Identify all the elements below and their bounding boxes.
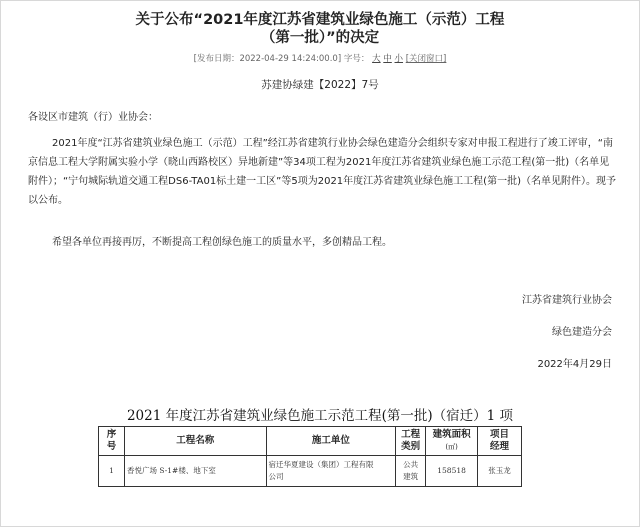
project-table	[98, 426, 522, 487]
cell-manager: 张玉龙	[478, 456, 522, 487]
signature-org: 江苏省建筑行业协会	[522, 295, 612, 306]
document-number: 苏建协绿建【2022】7号	[261, 79, 379, 91]
header-manager: 项目 经理	[478, 427, 522, 456]
list-title: 2021 年度江苏省建筑业绿色施工示范工程(第一批)（宿迁）1 项	[126, 408, 514, 424]
page-title-continued: （第一批）”的决定	[260, 30, 380, 46]
cell-category: 公共 建筑	[396, 456, 426, 487]
body-paragraph-2: 希望各单位再接再厉，不断提高工程创绿色施工的质量水平，多创精品工程。	[52, 237, 392, 248]
meta-bar	[0, 52, 640, 64]
header-unit: 施工单位	[266, 427, 396, 456]
header-category: 工程 类别	[396, 427, 426, 456]
font-large-link[interactable]: 大	[372, 54, 381, 64]
header-name: 工程名称	[124, 427, 266, 456]
font-medium-link[interactable]: 中	[383, 54, 392, 64]
signature-date: 2022年4月29日	[537, 359, 612, 370]
cell-seq: 1	[99, 456, 125, 487]
font-small-link[interactable]: 小	[394, 54, 404, 64]
close-window-link[interactable]: [关闭窗口]	[405, 54, 447, 64]
cell-name: 香悦广场 S-1#楼、地下室	[124, 456, 266, 487]
font-size-label: 字号：	[343, 54, 370, 64]
body-paragraph-1: 2021年度“江苏省建筑业绿色施工（示范）工程”经江苏省建筑行业协会绿色建造分会组织专家对申报工程进行了竣工评审，“南京信息工程大学附属实验小学（晓山西路校区）异地新建”等34项工程为2021年度江苏省建筑业绿色施工示范工程(第一批)（名单见附件）；“宁句城际轨道交通工程DS6-TA01标土建一工区”等5项为2021年度江苏省建筑业绿色施工工程(第一批)（名单见附件）。现予以公布。	[28, 138, 616, 206]
header-area: 建筑面积 (㎡)	[426, 427, 478, 456]
cell-unit: 宿迁华夏建设（集团）工程有限 公司	[266, 456, 396, 487]
table-header-row	[99, 427, 522, 456]
publish-date: [发布日期：2022-04-29 14:24:00.0]	[193, 54, 342, 64]
table-row	[99, 456, 522, 487]
page-title: 关于公布“2021年度江苏省建筑业绿色施工（示范）工程	[135, 12, 505, 28]
signature-branch: 绿色建造分会	[552, 327, 612, 338]
salutation: 各设区市建筑（行）业协会：	[28, 112, 158, 123]
header-seq: 序 号	[99, 427, 125, 456]
cell-area: 158518	[426, 456, 478, 487]
